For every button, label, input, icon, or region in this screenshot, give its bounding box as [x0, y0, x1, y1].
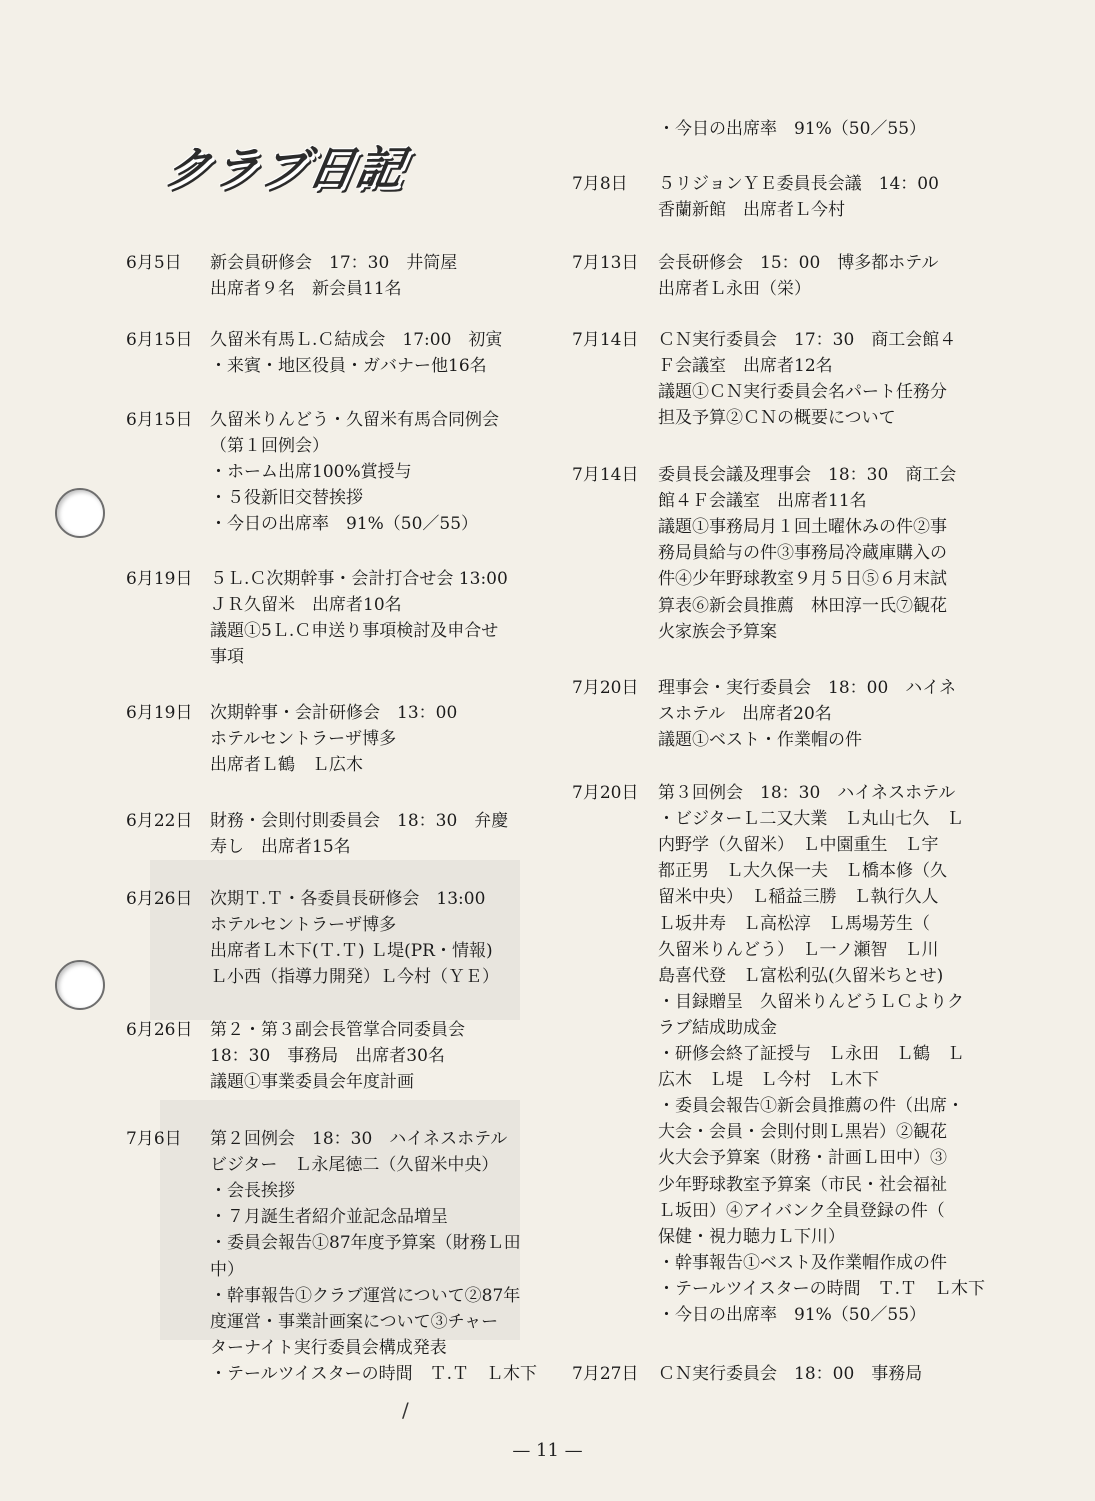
- entry-line: ・幹事報告①クラブ運営について②87年: [210, 1285, 521, 1306]
- entry-line: 委員長会議及理事会 18：30 商工会: [658, 465, 957, 485]
- entry-line: 件④少年野球教室９月５日⑤６月末試: [658, 569, 947, 590]
- entry-line: 保健・視力聴力Ｌ下川）: [658, 1226, 845, 1247]
- entry-date: 6月22日: [126, 811, 193, 831]
- entry-date: 7月20日: [572, 678, 639, 698]
- entry-line: 火大会予算案（財務・計画Ｌ田中）③: [658, 1148, 947, 1169]
- entry-line: ホテルセントラーザ博多: [210, 915, 397, 936]
- entry-line: 第２回例会 18：30 ハイネスホテル: [210, 1129, 508, 1149]
- entry-line: ・７月誕生者紹介並記念品増呈: [210, 1207, 448, 1228]
- entry-line: 火家族会予算案: [658, 621, 777, 642]
- entry-line: 務局員給与の件③事務局冷蔵庫購入の: [658, 543, 947, 564]
- entry-line: 中）: [210, 1259, 244, 1280]
- entry-line: ・来賓・地区役員・ガバナー他16名: [210, 356, 487, 377]
- entry-line: 久留米りんどう） Ｌ一ノ瀬智 Ｌ川: [658, 939, 939, 960]
- entry-line: ・テールツイスターの時間 Ｔ.Ｔ Ｌ木下: [210, 1363, 538, 1384]
- entry-line: Ｌ小西（指導力開発）Ｌ今村（ＹＥ）: [210, 967, 499, 988]
- entry-line: ・ビジターＬ二又大業 Ｌ丸山七久 Ｌ: [658, 809, 964, 830]
- entry-line: ＣＮ実行委員会 18：00 事務局: [658, 1364, 923, 1384]
- entry-line: 大会・会員・会則付則Ｌ黒岩）②観花: [658, 1122, 947, 1143]
- entry-line: ＪＲ久留米 出席者10名: [210, 595, 402, 616]
- entry-line: 出席者９名 新会員11名: [210, 279, 402, 300]
- entry-line: ・今日の出席率 91%（50／55）: [658, 1305, 927, 1325]
- entry-line: 都正男 Ｌ大久保一夫 Ｌ橋本修（久: [658, 861, 947, 882]
- entry-line: ・委員会報告①新会員推薦の件（出席・: [658, 1096, 964, 1117]
- entry-line: 議題①5Ｌ.Ｃ申送り事項検討及申合せ: [210, 621, 499, 642]
- entry-line: Ｌ坂田）④アイバンク全員登録の件（: [658, 1200, 945, 1221]
- entry-line: ＣＮ実行委員会 17：30 商工会館４: [658, 330, 957, 350]
- entry-line: 財務・会則付則委員会 18：30 弁慶: [210, 811, 509, 831]
- entry-date: 6月5日: [126, 253, 182, 273]
- entry-line: 議題①ＣＮ実行委員会名パート任務分: [658, 382, 947, 403]
- entry-line: ・幹事報告①ベスト及作業帽作成の件: [658, 1252, 947, 1273]
- entry-line: 次期Ｔ.Ｔ・各委員長研修会 13:00: [210, 889, 486, 909]
- entry-line: ターナイト実行委員会構成発表: [210, 1337, 447, 1358]
- entry-date: 6月15日: [126, 410, 193, 430]
- entry-line: 算表⑥新会員推薦 林田淳一氏⑦観花: [658, 595, 947, 616]
- stray-mark: /: [402, 1398, 409, 1422]
- entry-line: 事項: [210, 647, 244, 668]
- binding-hole-bottom: [55, 960, 105, 1010]
- entry-line: ・研修会終了証授与 Ｌ永田 Ｌ鶴 Ｌ: [658, 1044, 964, 1064]
- entry-line: 広木 Ｌ堤 Ｌ今村 Ｌ木下: [658, 1070, 879, 1091]
- entry-line: 理事会・実行委員会 18：00 ハイネ: [658, 678, 957, 698]
- page-title: クラブ日記: [159, 141, 410, 195]
- entry-line: 出席者Ｌ鶴 Ｌ広木: [210, 755, 363, 776]
- entry-line: 会長研修会 15：00 博多都ホテル: [658, 253, 939, 273]
- entry-date: 7月14日: [572, 465, 639, 485]
- entry-line: 議題①ベスト・作業帽の件: [658, 730, 862, 751]
- entry-date: 7月6日: [126, 1129, 182, 1149]
- entry-date: 7月13日: [572, 253, 639, 273]
- entry-line: 出席者Ｌ木下(Ｔ.Ｔ) Ｌ堤(PR・情報): [210, 941, 493, 962]
- entry-line: 出席者Ｌ永田（栄）: [658, 279, 811, 300]
- entry-line: 18：30 事務局 出席者30名: [210, 1046, 445, 1067]
- entry-line: 担及予算②ＣＮの概要について: [658, 408, 896, 429]
- entry-line: 久留米有馬Ｌ.Ｃ結成会 17:00 初寅: [210, 330, 503, 350]
- entry-line: ・委員会報告①87年度予算案（財務Ｌ田: [210, 1233, 521, 1254]
- entry-line: 寿し 出席者15名: [210, 837, 351, 858]
- entry-line: （第１回例会）: [210, 436, 329, 457]
- entry-line: 第３回例会 18：30 ハイネスホテル: [658, 783, 956, 803]
- entry-line: ビジター Ｌ永尾徳二（久留米中央）: [210, 1155, 499, 1176]
- entry-line: ・ホーム出席100%賞授与: [210, 462, 412, 483]
- entry-line: Ｌ坂井寿 Ｌ高松淳 Ｌ馬場芳生（: [658, 913, 930, 934]
- entry-line: 香蘭新館 出席者Ｌ今村: [658, 200, 845, 221]
- entry-date: 6月19日: [126, 569, 193, 589]
- entry-line: 少年野球教室予算案（市民・社会福祉: [658, 1174, 947, 1195]
- entry-line: Ｆ会議室 出席者12名: [658, 356, 833, 377]
- entry-line: ラブ結成助成金: [658, 1017, 777, 1038]
- entry-line: ・５役新旧交替挨拶: [210, 488, 363, 509]
- entry-line: 内野学（久留米） Ｌ中園重生 Ｌ宇: [658, 835, 939, 856]
- entry-line: ５リジョンＹＥ委員長会議 14：00: [658, 174, 939, 194]
- entry-line: 議題①事務局月１回土曜休みの件②事: [658, 517, 947, 538]
- entry-line: 館４Ｆ会議室 出席者11名: [658, 491, 867, 512]
- entry-line: ホテルセントラーザ博多: [210, 729, 397, 750]
- entry-line: 島喜代登 Ｌ富松利弘(久留米ちとせ): [658, 965, 944, 986]
- entry-date: 7月27日: [572, 1364, 639, 1384]
- entry-line: 第２・第３副会長管掌合同委員会: [210, 1020, 465, 1040]
- entry-line: 留米中央） Ｌ稲益三勝 Ｌ執行久人: [658, 887, 939, 908]
- entry-date: 6月19日: [126, 703, 193, 723]
- page-number: — 11 —: [512, 1440, 583, 1461]
- entry-line: ・会長挨拶: [210, 1181, 295, 1202]
- entry-line: ・目録贈呈 久留米りんどうＬＣよりク: [658, 991, 964, 1012]
- entry-line: ５Ｌ.Ｃ次期幹事・会計打合せ会 13:00: [210, 569, 508, 589]
- entry-date: 6月26日: [126, 889, 193, 909]
- entry-date: 6月15日: [126, 330, 193, 350]
- entry-line: 新会員研修会 17：30 井筒屋: [210, 253, 458, 273]
- binding-hole-top: [55, 488, 105, 538]
- entry-line: スホテル 出席者20名: [658, 704, 832, 725]
- entry-line: 度運営・事業計画案について③チャー: [210, 1311, 499, 1332]
- entry-line: ・テールツイスターの時間 Ｔ.Ｔ Ｌ木下: [658, 1278, 986, 1299]
- entry-line: ・今日の出席率 91%（50／55）: [210, 514, 479, 535]
- entry-date: 7月8日: [572, 174, 628, 194]
- title-banner: [159, 132, 425, 195]
- entry-line: 議題①事業委員会年度計画: [210, 1072, 414, 1093]
- entry-date: 7月20日: [572, 783, 639, 803]
- entry-date: 6月26日: [126, 1020, 193, 1040]
- entry-line: 久留米りんどう・久留米有馬合同例会: [210, 410, 499, 430]
- entry-line: 次期幹事・会計研修会 13：00: [210, 703, 458, 723]
- entry-date: 7月14日: [572, 330, 639, 350]
- entry-line: ・今日の出席率 91%（50／55）: [658, 119, 927, 139]
